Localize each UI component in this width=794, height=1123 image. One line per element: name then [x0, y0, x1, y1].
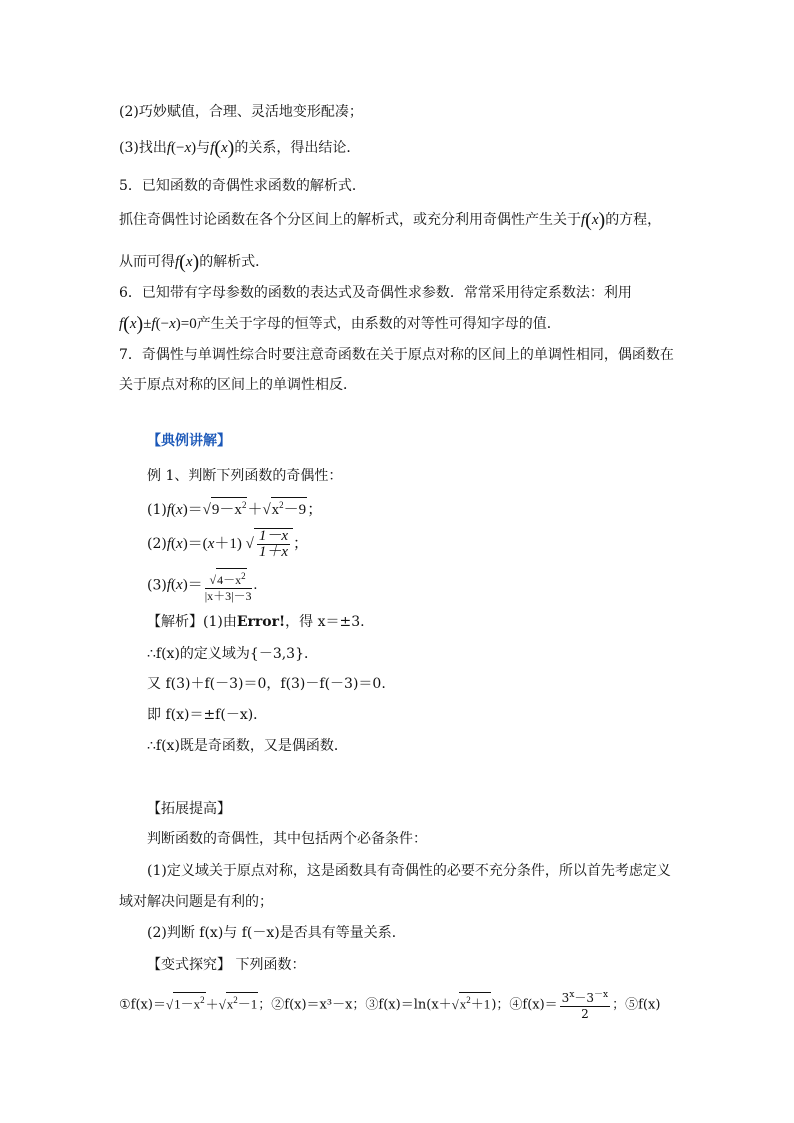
section-5-line-2: 从而可得f(x)的解析式． — [119, 251, 270, 273]
example-item-1: $(1)f(x)=√9-x^2+√x^2-9$； — [147, 497, 322, 520]
extension-line-3: 域对解决问题是有利的； — [119, 894, 273, 910]
example-intro: 例 1、判断下列函数的奇偶性： — [147, 468, 343, 484]
extension-line-1: 判断函数的奇偶性，其中包括两个必备条件： — [147, 831, 427, 847]
section-5-title: 5．已知函数的奇偶性求函数的解析式． — [119, 178, 366, 194]
section-6-line-2: f(x)±f(−x)=0产生关于字母的恒等式，由系数的对等性可得知字母的值． — [119, 313, 561, 335]
solution-line-2: ∴f(x)的定义域为{－3,3}． — [147, 646, 318, 662]
extension-line-4: (2)判断 f(x)与 f(－x)是否具有等量关系． — [147, 925, 406, 941]
extension-heading: 【拓展提高】 — [147, 801, 231, 817]
extension-line-2: (1)定义域关于原点对称，这是函数具有奇偶性的必要不充分条件，所以首先考虑定义 — [147, 863, 671, 879]
section-5-line-1: 抓住奇偶性讨论函数在各个分区间上的解析式，或充分利用奇偶性产生关于f(x)的方程， — [119, 209, 662, 231]
example-item-2: (2)f(x)＝(x＋1) √ $\frac{1-x}{1+x}$ ； — [147, 528, 309, 560]
section-7-line-2: 关于原点对称的区间上的单调性相反． — [119, 377, 357, 393]
paragraph-2: (2)巧妙赋值，合理、灵活地变形配凑； — [119, 104, 363, 120]
solution-line-4: 即 f(x)＝±f(－x)． — [147, 707, 268, 723]
variant-functions: $①f(x)=√1-x^2+√x^2-1$；②f(x)＝x³－x；$③f(x)=\ln(x+√x^2+1)$；④f(x)＝ $\frac{3^x-3^{-x}}{2}$ ；⑤f(x) — [119, 990, 661, 1021]
section-6-line-1: 6．已知带有字母参数的函数的表达式及奇偶性求参数．常常采用待定系数法：利用 — [119, 285, 632, 301]
paragraph-3: (3)找出f(−x)与f(x)的关系，得出结论． — [119, 137, 361, 159]
solution-line-5: ∴f(x)既是奇函数，又是偶函数． — [147, 738, 348, 754]
variant-heading: 【变式探究】 下列函数： — [147, 957, 306, 973]
solution-line-1: 【解析】(1)由Error!，得 x＝±3. — [147, 614, 365, 630]
example-item-3: (3)f(x)＝ $\frac{√4-x^2}{|x+3|-3}$ . — [147, 568, 257, 604]
section-7-line-1: 7．奇偶性与单调性综合时要注意奇函数在关于原点对称的区间上的单调性相同，偶函数在 — [119, 347, 674, 363]
example-heading: 【典例讲解】 — [147, 433, 231, 449]
solution-line-3: 又 f(3)＋f(－3)＝0，f(3)－f(－3)＝0. — [147, 676, 386, 692]
